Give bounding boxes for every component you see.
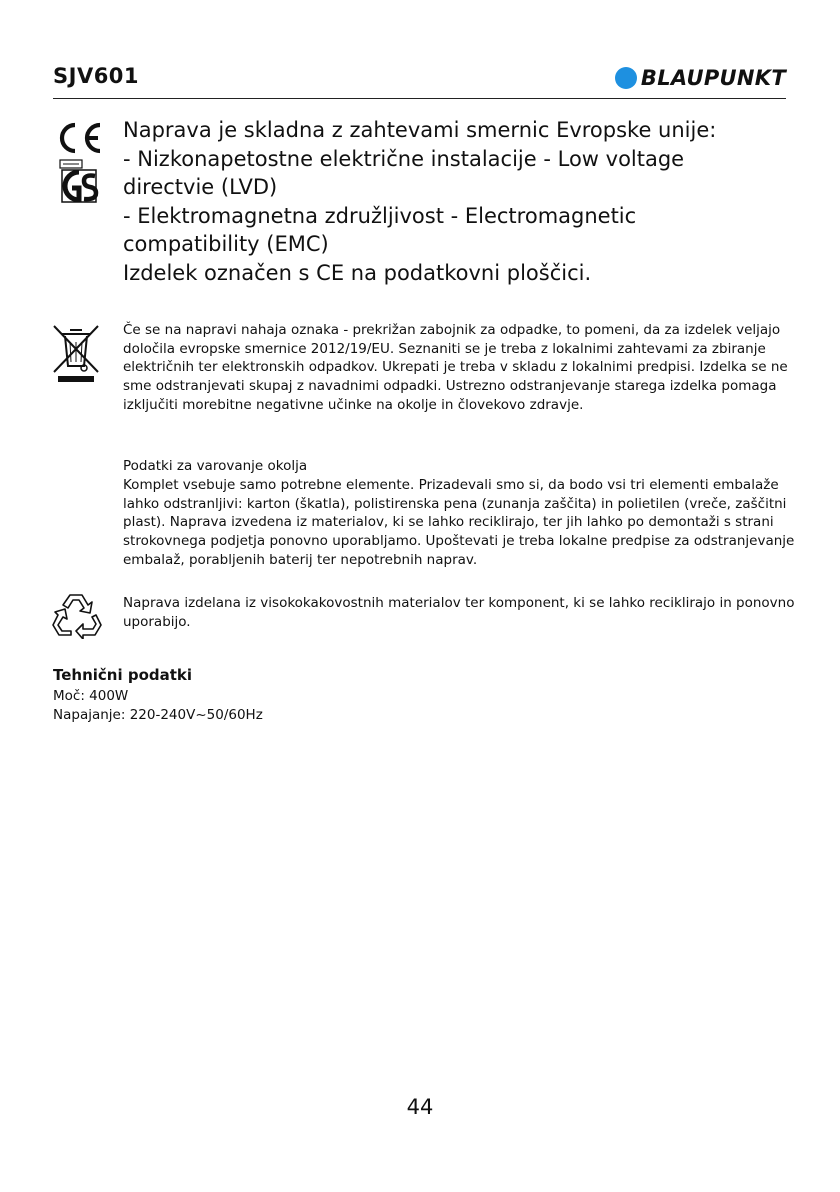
brand-logo: [615, 66, 786, 90]
model-name: SJV601: [53, 64, 140, 88]
ce-compliance-text: Naprava je skladna z zahtevami smernic Evropske unije: - Nizkonapetostne električne instalacije - Low voltage directvie (LVD) - Elektromagnetna združljivost - Electromagnetic compatibility (EMC) Izdelek označen s CE na podatkovni ploščici.: [123, 118, 717, 285]
recycle-text: Naprava izdelana iz visokokakovostnih materialov ter komponent, ki se lahko reciklirajo in ponovno uporabijo.: [123, 595, 795, 630]
weee-disposal-text: Če se na napravi nahaja oznaka - prekrižan zabojnik za odpadke, to pomeni, da za izdelek veljajo določila evropske smernice 2012/19/EU. Seznaniti se je treba z lokalnimi zahtevami za zbiranje električnih ter elektronskih odpadkov. Ukrepati je treba v skladu z lokalnimi predpisi. Izdelka se ne sme odstranjevati skupaj z navadnimi odpadki. Ustrezno odstranjevanje starega izdelka pomaga izključiti morebitne negativne učinke na okolje in človekovo zdravje.: [123, 322, 788, 413]
environment-section-title: Podatki za varovanje okolja: [123, 458, 308, 474]
technical-data-title: Tehnični podatki: [53, 666, 193, 684]
brand-name: BLAUPUNKT: [640, 66, 786, 90]
page-header: [53, 62, 786, 99]
page-number: 44: [406, 1095, 434, 1119]
supply-spec: Napajanje: 220-240V~50/60Hz: [53, 707, 263, 723]
recycle-icon: [52, 591, 102, 639]
brand-dot-icon: [615, 67, 637, 89]
crossed-bin-icon: [48, 322, 104, 384]
power-spec: Moč: 400W: [53, 688, 129, 704]
environment-text: Komplet vsebuje samo potrebne elemente. Prizadevali smo si, da bodo vsi tri elementi embalaže lahko odstranljivi: karton (škatla), polistirenska pena (zunanja zaščita) in polietilen (vreče, zaščitni plast). Naprava izvedena iz materialov, ki se lahko reciklirajo, ter jih lahko po demontaži s strani strokovnega podjetja ponovno uporabljamo. Upoštevati je treba lokalne predpise za odstranjevanje embalaž, porabljenih baterij ter nepotrebnih naprav.: [123, 477, 795, 568]
ce-mark-icon: [56, 121, 106, 155]
gs-mark-icon: [56, 158, 102, 204]
